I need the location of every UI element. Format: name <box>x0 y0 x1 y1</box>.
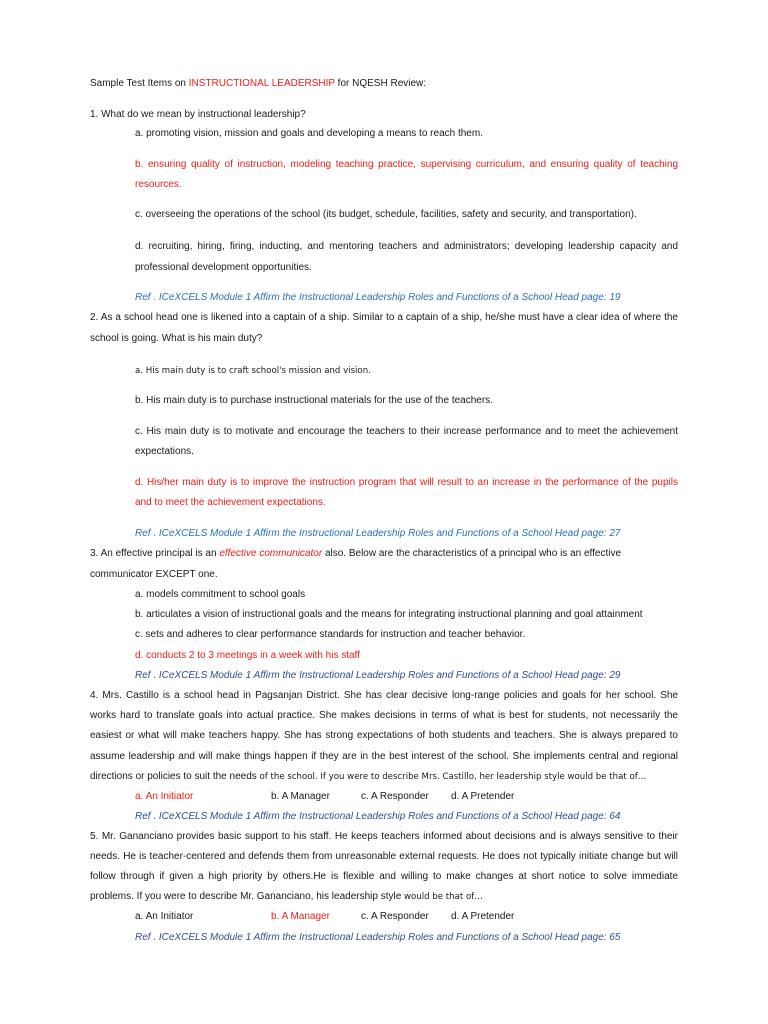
q4-option-d: d. A Pretender <box>451 791 515 802</box>
q1-option-a: a. promoting vision, mission and goals and developing a means to reach them. <box>135 128 483 139</box>
q1-option-c: c. overseeing the operations of the school (its budget, schedule, facilities, safety and security, and transportation). <box>135 209 637 220</box>
topic-highlight: INSTRUCTIONAL LEADERSHIP <box>188 78 335 89</box>
q1-option-b-line2: resources. <box>135 179 182 190</box>
q3-option-c: c. sets and adheres to clear performance standards for instruction and teacher behavior. <box>135 629 526 640</box>
q5-option-a: a. An Initiator <box>135 911 194 922</box>
effective-communicator-highlight: effective communicator <box>219 548 323 559</box>
q2-reference: Ref . ICeXCELS Module 1 Affirm the Instructional Leadership Roles and Functions of a School Head page: 27 <box>135 528 621 539</box>
q2-option-b: b. His main duty is to purchase instructional materials for the use of the teachers. <box>135 395 493 406</box>
q4-line5: directions or policies to suit the needs of the school. If you were to describe Mrs. Castillo, her leadership style would be that of… <box>90 771 647 782</box>
q2-stem-line1: 2. As a school head one is likened into a captain of a ship. Similar to a captain of a ship, he/she must have a clear idea of where the <box>90 312 678 323</box>
q3-stem-line1: 3. An effective principal is an effective communicator also. Below are the characteristics of a principal who is an effective <box>90 548 622 559</box>
q1-option-d-line1: d. recruiting, hiring, firing, inducting, and mentoring teachers and administrators; developing leadership capacity and <box>135 241 678 252</box>
q3-stem-line2: communicator EXCEPT one. <box>90 569 218 580</box>
q5-reference: Ref . ICeXCELS Module 1 Affirm the Instructional Leadership Roles and Functions of a School Head page: 65 <box>135 932 621 943</box>
q2-option-d-line1: d. His/her main duty is to improve the instruction program that will result to an increase in the performance of the pupils <box>135 477 678 488</box>
q2-option-c-line2: expectations. <box>135 446 194 457</box>
q4-line2: works hard to translate goals into actual practice. She makes decisions in terms of what is best for students, not necessarily the <box>90 710 678 721</box>
q5-option-c: c. A Responder <box>361 911 429 922</box>
q3-option-b: b. articulates a vision of instructional goals and the means for integrating instructional planning and goal attainment <box>135 609 643 620</box>
q4-line3: easiest or what will make teachers happy. She has strong expectations of both students and teachers. She is always prepared to <box>90 730 678 741</box>
q4-option-b: b. A Manager <box>271 791 330 802</box>
q4-option-c: c. A Responder <box>361 791 429 802</box>
q4-line4: assume leadership and will make things happen if they are in the best interest of the school. She implements central and regional <box>90 751 678 762</box>
q3-option-d: d. conducts 2 to 3 meetings in a week with his staff <box>135 650 360 661</box>
q5-line3: follow through if given a high priority by others.He is flexible and willing to make changes at short notice to solve immediate <box>90 871 678 882</box>
q2-stem-line2: school is going. What is his main duty? <box>90 333 263 344</box>
q2-option-c-line1: c. His main duty is to motivate and encourage the teachers to their increase performance and to meet the achievement <box>135 426 678 437</box>
q3-option-a: a. models commitment to school goals <box>135 589 306 600</box>
q5-option-d: d. A Pretender <box>451 911 515 922</box>
q4-reference: Ref . ICeXCELS Module 1 Affirm the Instructional Leadership Roles and Functions of a School Head page: 64 <box>135 811 621 822</box>
q2-option-d-line2: and to meet the achievement expectations. <box>135 497 326 508</box>
q1-option-d-line2: professional development opportunities. <box>135 262 312 273</box>
q1-option-b-line1: b. ensuring quality of instruction, modeling teaching practice, supervising curriculum, and ensuring quality of teaching <box>135 159 678 170</box>
q1-stem: 1. What do we mean by instructional leadership? <box>90 109 306 120</box>
q5-option-b: b. A Manager <box>271 911 330 922</box>
q5-line2: needs. He is teacher-centered and defends them from unreasonable external requests. He does not typically initiate change but will <box>90 851 678 862</box>
q1-reference: Ref . ICeXCELS Module 1 Affirm the Instructional Leadership Roles and Functions of a School Head page: 19 <box>135 292 621 303</box>
q3-reference: Ref . ICeXCELS Module 1 Affirm the Instructional Leadership Roles and Functions of a School Head page: 29 <box>135 670 621 681</box>
q5-line1: 5. Mr. Gananciano provides basic support to his staff. He keeps teachers informed about decisions and is always sensitive to their <box>90 831 678 842</box>
q5-line4: problems. If you were to describe Mr. Gananciano, his leadership style would be that of… <box>90 891 483 902</box>
q2-option-a: a. His main duty is to craft school's mission and vision. <box>135 366 371 376</box>
page-title: Sample Test Items on INSTRUCTIONAL LEADERSHIP for NQESH Review: <box>90 78 427 89</box>
q4-line1: 4. Mrs. Castillo is a school head in Pagsanjan District. She has clear decisive long-range policies and goals for her school. She <box>90 690 678 701</box>
q4-option-a: a. An Initiator <box>135 791 194 802</box>
